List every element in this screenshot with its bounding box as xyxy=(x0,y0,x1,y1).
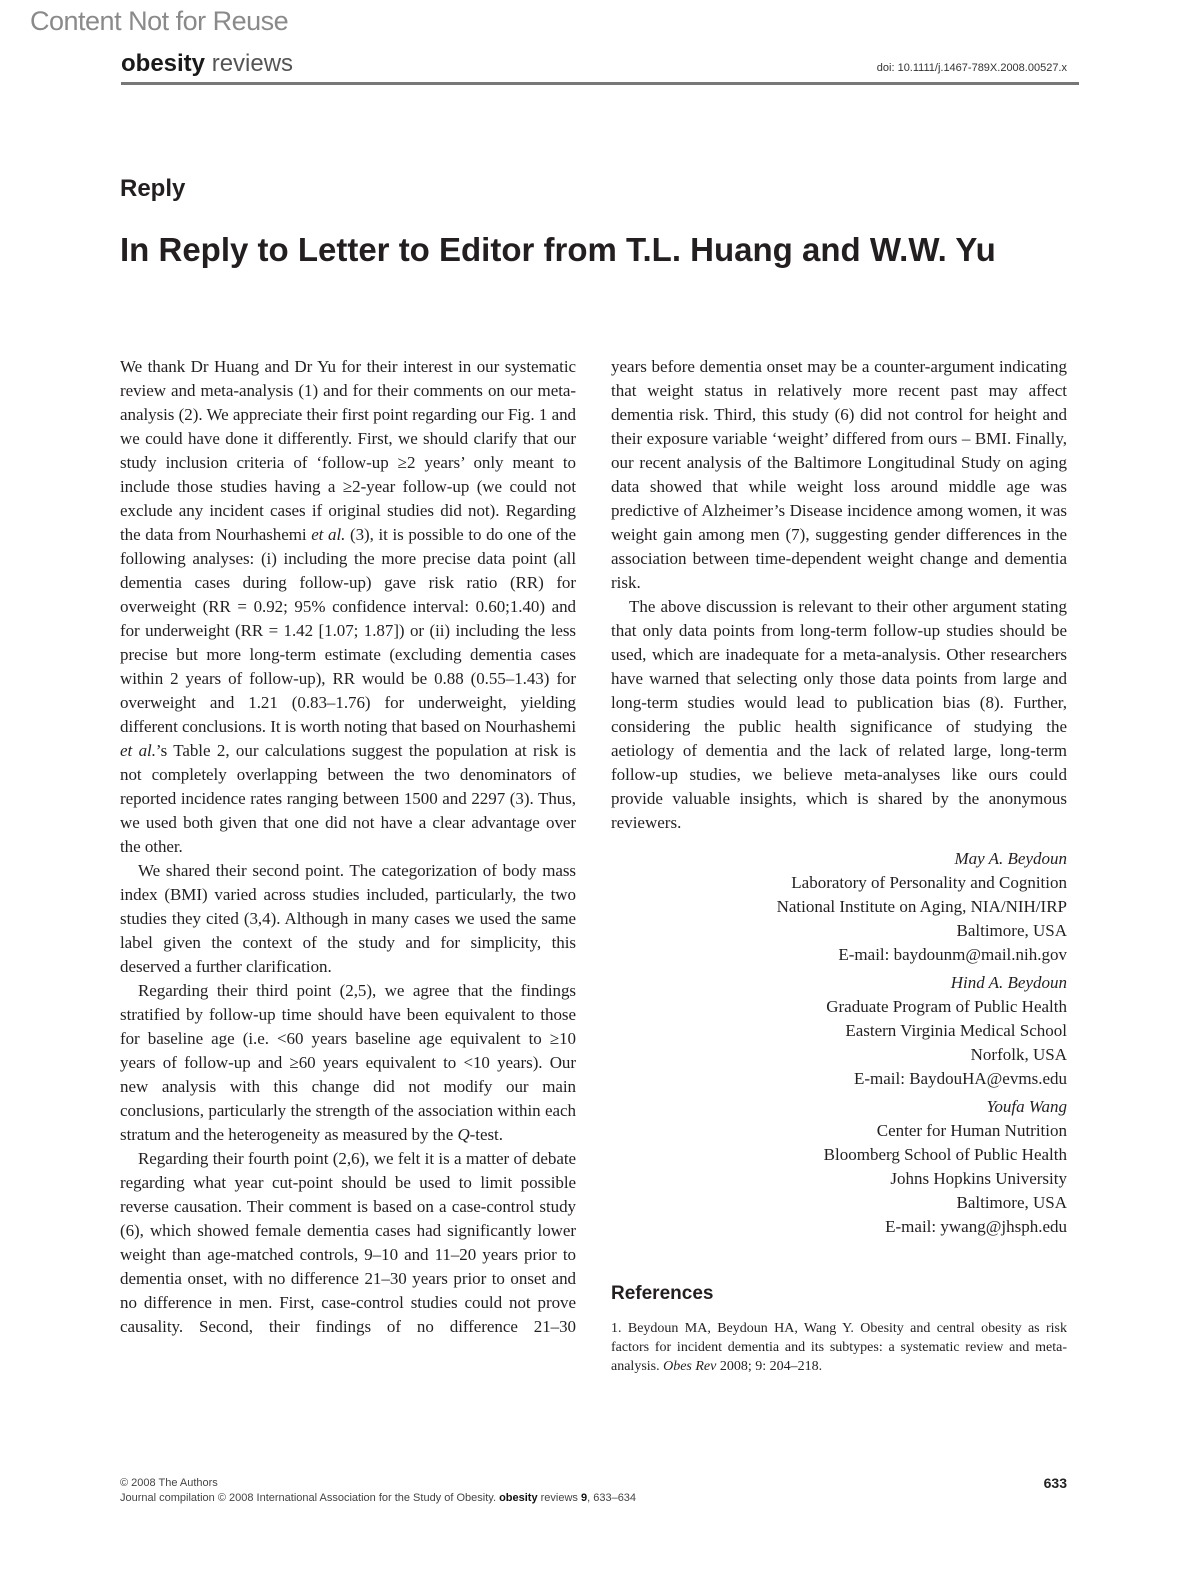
footer-journal-rest: reviews xyxy=(537,1492,581,1504)
text-run: We shared their second point. The categorization of body mass index (BMI) varied across studies included, particularly, the two studies they cited (3,4). Although in many cases we used the same label given the context of the study and for simplicity, this deserved a further clarification. xyxy=(120,861,576,976)
paragraph xyxy=(120,979,576,1147)
author-list xyxy=(611,847,1067,1239)
text-run: We thank Dr Huang and Dr Yu for their interest in our systematic review and meta-analysis (1) and for their comments on our meta-analysis (2). We appreciate their first point regarding our Fig. 1 and we could have done it differently. First, we should clarify that our study inclusion criteria of ‘follow-up ≥2 years’ only meant to include those studies having a ≥2-year follow-up (we could not exclude any incident cases if original studies did not). Regarding the data from Nourhashemi xyxy=(120,357,576,544)
footer-volume: 9 xyxy=(580,1492,588,1504)
journal-name xyxy=(121,50,293,78)
footer-copyright: © 2008 The Authors xyxy=(120,1477,218,1489)
page-number: 633 xyxy=(1043,1475,1067,1491)
article-title: In Reply to Letter to Editor from T.L. Huang and W.W. Yu xyxy=(120,231,996,268)
text-run: years before dementia onset may be a counter-argument indicating that weight status in relatively more recent past may affect dementia risk. Third, this study (6) did not control for height and their exposure variable ‘weight’ differed from ours – BMI. Finally, our recent analysis of the Baltimore Longitudinal Study on aging data showed that while weight loss around middle age was predictive of Alzheimer’s Disease incidence among women, it was weight gain among men (7), suggesting gender differences in the association between time-dependent weight change and dementia risk. xyxy=(611,357,1067,592)
author-email[interactable]: E-mail: BaydouHA@evms.edu xyxy=(853,1069,1067,1088)
text-run: The above discussion is relevant to their other argument stating that only data points from long-term follow-up studies should be used, which are inadequate for a meta-analysis. Other researchers have warned that selecting only those data points from large and long-term studies would lead to publication bias (8). Further, considering the public health significance of studying the aetiology of dementia and the lack of related large, long-term follow-up studies, we believe meta-analyses like ours could provide valuable insights, which is shared by the anonymous reviewers. xyxy=(611,597,1067,832)
text-run: 1. Beydoun MA, Beydoun HA, Wang Y. Obesity and central obesity as risk factors for incident dementia and its subtypes: a systematic review and meta-analysis. xyxy=(611,1321,1067,1374)
italic-text: et al. xyxy=(311,525,346,544)
watermark: Content Not for Reuse xyxy=(30,6,289,36)
author-affiliation: National Institute on Aging, NIA/NIH/IRP xyxy=(776,897,1067,916)
body-column-left xyxy=(120,355,576,1339)
header-rule xyxy=(121,82,1079,85)
author-affiliation: Center for Human Nutrition xyxy=(876,1121,1067,1140)
footer-journal-bold: obesity xyxy=(499,1492,538,1504)
text-run: 2008; 9: 204–218. xyxy=(716,1359,823,1374)
footer-pages: , 633–634 xyxy=(587,1492,637,1504)
italic-text: Q xyxy=(457,1125,470,1144)
paragraph xyxy=(611,355,1067,595)
author-name: Hind A. Beydoun xyxy=(950,973,1067,992)
references-heading: References xyxy=(611,1283,714,1304)
author-block xyxy=(611,847,1067,967)
text-run: ’s Table 2, our calculations suggest the population at risk is not completely overlapping between the two denominators of reported incidence rates ranging between 1500 and 2297 (3). Thus, we used both given that one did not have a clear advantage over the other. xyxy=(120,741,576,856)
doi[interactable]: doi: 10.1111/j.1467-789X.2008.00527.x xyxy=(876,62,1067,74)
text-run: (3), it is possible to do one of the following analyses: (i) including the more precise data point (all dementia cases during follow-up) gave risk ratio (RR) for overweight (RR = 0.92; 95% confidence interval: 0.60;1.40) and for underweight (RR = 1.42 [1.07; 1.87]) or (ii) including the less precise but more long-term estimate (excluding dementia cases within 2 years of follow-up), RR would be 0.88 (0.55–1.43) for overweight and 1.21 (0.83–1.76) for underweight, yielding different conclusions. It is worth noting that based on Nourhashemi xyxy=(120,525,576,736)
author-email[interactable]: E-mail: ywang@jhsph.edu xyxy=(885,1217,1067,1236)
footer-compilation xyxy=(120,1491,636,1506)
author-email[interactable]: E-mail: baydounm@mail.nih.gov xyxy=(838,945,1067,964)
author-affiliation: Johns Hopkins University xyxy=(890,1169,1067,1188)
journal-name-bold: obesity xyxy=(121,50,206,77)
author-affiliation: Baltimore, USA xyxy=(956,921,1067,940)
text-run: -test. xyxy=(469,1125,503,1144)
italic-text: et al. xyxy=(120,741,156,760)
author-block xyxy=(611,971,1067,1091)
italic-text: Obes Rev xyxy=(663,1359,717,1374)
footer xyxy=(120,1476,636,1506)
author-affiliation: Norfolk, USA xyxy=(970,1045,1067,1064)
author-affiliation: Laboratory of Personality and Cognition xyxy=(791,873,1067,892)
section-label: Reply xyxy=(120,175,186,202)
author-affiliation: Eastern Virginia Medical School xyxy=(845,1021,1067,1040)
author-block xyxy=(611,1095,1067,1239)
reference-item xyxy=(611,1319,1067,1376)
author-name: May A. Beydoun xyxy=(954,849,1067,868)
author-affiliation: Bloomberg School of Public Health xyxy=(823,1145,1067,1164)
reference-list xyxy=(611,1319,1067,1376)
author-name: Youfa Wang xyxy=(986,1097,1067,1116)
footer-compilation-text: Journal compilation © 2008 International Association for the Study of Obesity. xyxy=(120,1492,500,1504)
body-column-right xyxy=(611,355,1067,1376)
paragraph xyxy=(120,859,576,979)
author-affiliation: Graduate Program of Public Health xyxy=(826,997,1067,1016)
paragraph xyxy=(611,595,1067,835)
text-run: Regarding their third point (2,5), we agree that the findings stratified by follow-up time should have been equivalent to those for baseline age (i.e. <60 years baseline age equivalent to ≥10 years of follow-up and ≥60 years equivalent to <10 years). Our new analysis with this change did not modify our main conclusions, particularly the strength of the association within each stratum and the heterogeneity as measured by the xyxy=(120,981,576,1144)
text-run: Regarding their fourth point (2,6), we felt it is a matter of debate regarding what year cut-point should be used to limit possible reverse causation. Their comment is based on a case-control study (6), which showed female dementia cases had significantly lower weight than age-matched controls, 9–10 and 11–20 years prior to dementia onset, with no difference 21–30 years prior to onset and no difference in men. First, case-control studies could not prove causality. Second, their findings of no difference 21–30 xyxy=(120,1149,576,1336)
author-affiliation: Baltimore, USA xyxy=(956,1193,1067,1212)
paragraph xyxy=(120,355,576,859)
journal-name-rest: reviews xyxy=(211,50,294,77)
paragraph xyxy=(120,1147,576,1339)
